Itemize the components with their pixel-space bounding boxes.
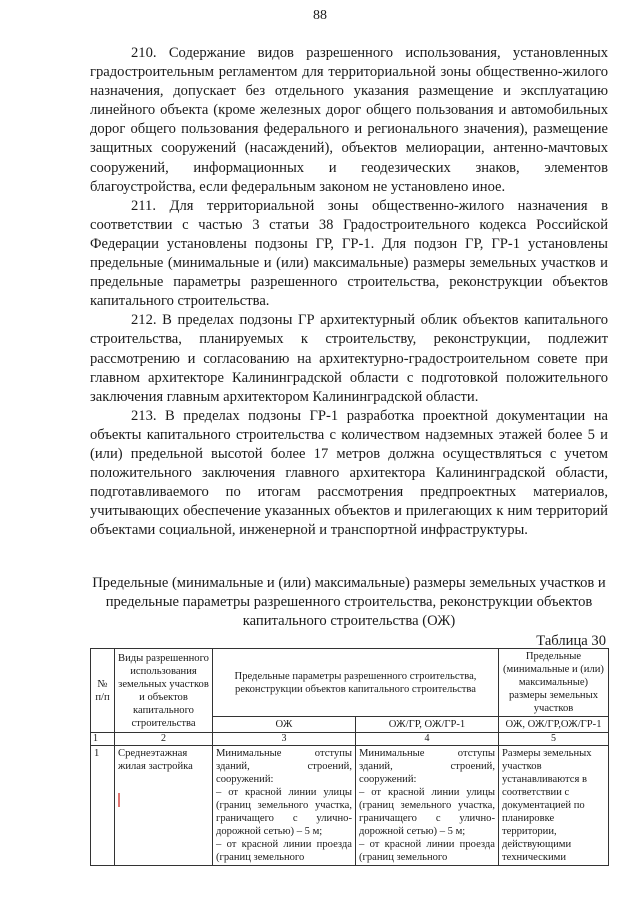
col-number: 4: [356, 733, 499, 746]
body-text: [90, 44, 608, 540]
limits-table: [90, 648, 608, 866]
header-num: № п/п: [91, 649, 115, 733]
row-params-ojgr: [356, 746, 499, 866]
col-number: 2: [115, 733, 213, 746]
row-num: 1: [91, 746, 115, 866]
params-line: – от красной линии проезда (границ земельного: [359, 839, 495, 863]
paragraph-213: 213. В пределах подзоны ГР-1 разработка проектной документации на объекты капитального строительства с количеством надземных этажей более 5 и (или) предельной высотой более 17 метров должна осуществляться с учетом положительного заключения главного архитектора Калининградской области, подготавливаемого по итогам рассмотрения предпроектных материалов, учитывающих обеспечение указанных объектов и прилегающих к ним территорий объектами социальной, инженерной и транспортной инфраструктуры.: [90, 407, 608, 539]
header-sizes: Предельные (минимальные и (или) максимальные) размеры земельных участков: [499, 649, 609, 717]
column-number-row: [91, 733, 609, 746]
row-params-oj: [213, 746, 356, 866]
paragraph-212: 212. В пределах подзоны ГР архитектурный облик объектов капитального строительства, планируемых к строительству, реконструкции, подлежит рассмотрению и согласованию на архитектурно-градостроительном совете при главном архитекторе Калининградской области с подготовкой положительного заключения главным архитектором Калининградской области.: [90, 312, 608, 405]
header-kinds: Виды разрешенного использования земельных участков и объектов капитального строительства: [115, 649, 213, 733]
header-sub-all: ОЖ, ОЖ/ГР,ОЖ/ГР-1: [499, 717, 609, 733]
col-number: 5: [499, 733, 609, 746]
table-caption: Таблица 30: [536, 633, 606, 649]
page-number: 88: [313, 8, 327, 23]
table-row: [91, 746, 609, 866]
row-kind: Среднеэтажная жилая застройка: [115, 746, 213, 866]
params-line: – от красной линии улицы (границ земельного участка, граничащего с улично-дорожной сетью) – 5 м;: [216, 787, 352, 837]
col-number: 1: [91, 733, 115, 746]
margin-pen-mark: [118, 793, 120, 807]
params-line: – от красной линии улицы (границ земельного участка, граничащего с улично-дорожной сетью) – 5 м;: [359, 787, 495, 837]
col-number: 3: [213, 733, 356, 746]
table-title: Предельные (минимальные и (или) максимальные) размеры земельных участков и предельные параметры разрешенного строительства, реконструкции объектов капитального строительства (ОЖ): [92, 575, 606, 630]
params-line: Минимальные отступы зданий, строений, сооружений:: [216, 748, 352, 785]
header-sub-oj: ОЖ: [213, 717, 356, 733]
paragraph-211: 211. Для территориальной зоны общественно-жилого назначения в соответствии с частью 3 статьи 38 Градостроительного кодекса Российской Федерации установлены подзоны ГР, ГР-1. Для подзон ГР, ГР-1 установлены предельные (минимальные и (или) максимальные) размеры земельных участков и предельные параметры разрешенного строительства, реконструкции объектов капитального строительства.: [90, 197, 608, 310]
params-line: Минимальные отступы зданий, строений, сооружений:: [359, 748, 495, 785]
row-sizes: Размеры земельных участков устанавливаются в соответствии с документацией по планировке территории, действующими техническими: [499, 746, 609, 866]
params-line: – от красной линии проезда (границ земельного: [216, 839, 352, 863]
header-sub-ojgr: ОЖ/ГР, ОЖ/ГР-1: [356, 717, 499, 733]
paragraph-210: 210. Содержание видов разрешенного использования, установленных градостроительным регламентом для территориальной зоны общественно-жилого назначения, допускает без отдельного указания размещение и эксплуатацию линейного объекта (кроме железных дорог общего пользования и автомобильных дорог общего пользования федерального и регионального значения), размещение защитных сооружений (насаждений), объектов мелиорации, антенно-мачтовых сооружений, информационных и геодезических знаков, элементов благоустройства, если федеральным законом не установлено иное.: [90, 45, 608, 195]
header-params: Предельные параметры разрешенного строительства, реконструкции объектов капитального строительства: [213, 649, 499, 717]
